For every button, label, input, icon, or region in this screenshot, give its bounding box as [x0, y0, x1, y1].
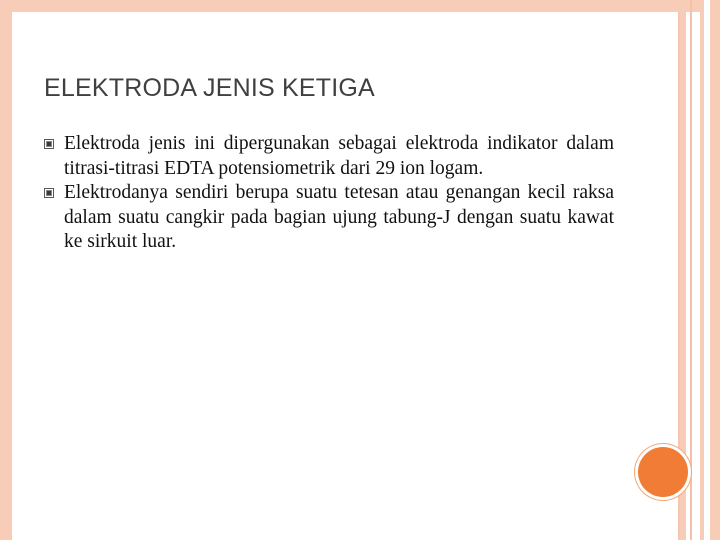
bullet-item: [44, 132, 614, 181]
decorative-strip: [700, 0, 720, 540]
bullet-text: Elektroda jenis ini dipergunakan sebagai elektroda indikator dalam titrasi-titrasi EDTA potensiometrik dari 29 ion logam.: [64, 133, 614, 179]
decorative-circle: [638, 447, 688, 497]
decorative-strip-inner: [704, 0, 710, 540]
checkbox-bullet-icon: [44, 188, 54, 198]
decorative-strip: [690, 0, 692, 540]
slide-title: ELEKTRODA JENIS KETIGA: [44, 74, 375, 102]
bullet-item: [44, 181, 614, 255]
checkbox-bullet-icon: [44, 139, 54, 149]
bullet-list: [44, 132, 614, 255]
bullet-text: Elektrodanya sendiri berupa suatu tetesan atau genangan kecil raksa dalam suatu cangkir pada bagian ujung tabung-J dengan suatu kawat ke sirkuit luar.: [64, 182, 614, 252]
